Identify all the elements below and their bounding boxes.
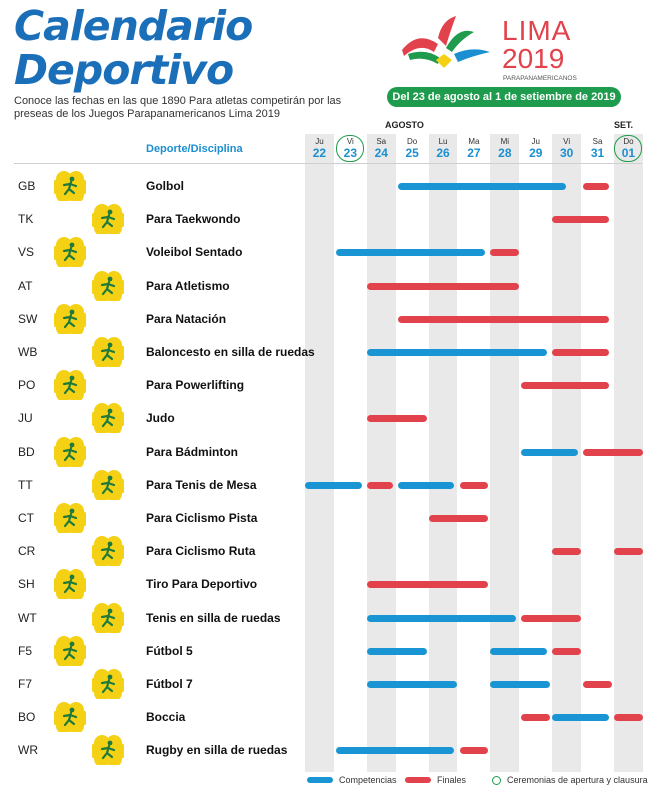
legend-competencias-label: Competencias — [339, 775, 397, 785]
legend-finales-label: Finales — [437, 775, 467, 785]
football7-icon — [92, 669, 124, 699]
header-label: Deporte/Disciplina — [146, 143, 243, 155]
month-label-setiembre: SET. — [614, 120, 634, 130]
pictogram-head — [70, 243, 75, 248]
competition-bar — [398, 482, 455, 489]
shooting-icon — [54, 569, 86, 599]
day-number: 26 — [436, 146, 450, 160]
logo-word: LIMA — [502, 15, 572, 46]
day-of-week: Sa — [592, 137, 603, 146]
column-shade — [305, 134, 334, 772]
pictogram-head — [70, 575, 75, 580]
day-column-header — [305, 137, 333, 160]
day-number: 22 — [312, 146, 327, 160]
sport-name: Tenis en silla de ruedas — [146, 610, 281, 625]
finals-bar — [490, 249, 519, 256]
legend-ceremonias — [492, 775, 648, 785]
table-tennis-icon — [92, 470, 124, 500]
day-number: 23 — [343, 146, 358, 160]
finals-bar — [521, 714, 550, 721]
finals-bar — [460, 747, 489, 754]
legend-ceremonias-ring — [492, 776, 501, 785]
sport-name: Voleibol Sentado — [146, 245, 243, 260]
pictogram-head — [70, 509, 75, 514]
competition-bar — [367, 349, 547, 356]
day-number: 29 — [529, 146, 543, 160]
competition-bar — [367, 648, 427, 655]
swimming-icon — [54, 304, 86, 334]
pictogram-head — [108, 409, 113, 414]
sport-code: BD — [18, 444, 35, 459]
legend-finales — [405, 775, 466, 785]
competition-bar — [367, 681, 458, 688]
finals-bar — [552, 648, 581, 655]
sport-name: Para Natación — [146, 311, 227, 326]
competition-bar — [336, 249, 485, 256]
boccia-icon — [54, 702, 86, 732]
day-of-week: Ma — [468, 137, 480, 146]
legend-competencias — [307, 775, 397, 785]
sport-name: Baloncesto en silla de ruedas — [146, 345, 315, 359]
finals-bar — [521, 382, 609, 389]
day-column-header — [491, 137, 519, 160]
sport-code: AT — [18, 278, 33, 293]
title-line-1: Calendario — [14, 2, 253, 50]
subtitle: Conoce las fechas en las que 1890 Para atletas competirán por las preseas de los Juegos Parapanamericanos Lima 2019 — [14, 95, 342, 120]
sport-code: CR — [18, 544, 36, 559]
day-of-week: Do — [407, 137, 418, 146]
powerlifting-icon — [54, 370, 86, 400]
pictogram-head — [108, 343, 113, 348]
day-of-week: Lu — [438, 137, 448, 146]
competition-bar — [398, 183, 566, 190]
finals-bar — [429, 515, 489, 522]
finals-bar — [552, 548, 581, 555]
finals-bar — [367, 482, 393, 489]
pictogram-head — [108, 475, 113, 480]
track-cycling-icon — [54, 503, 86, 533]
sport-name: Judo — [146, 411, 175, 426]
sport-name: Golbol — [146, 179, 184, 193]
goalball-icon — [54, 171, 86, 201]
sitting-volleyball-icon — [54, 237, 86, 267]
judo-icon — [92, 403, 124, 433]
day-of-week: Vi — [346, 137, 354, 146]
sport-code: TT — [18, 477, 33, 492]
sport-name: Fútbol 5 — [146, 643, 193, 658]
finals-bar — [614, 714, 643, 721]
sport-name: Para Atletismo — [146, 278, 230, 293]
sport-code: WT — [18, 610, 37, 625]
sport-code: SH — [18, 577, 35, 592]
date-range-pill: Del 23 de agosto al 1 de setiembre de 2019 — [387, 87, 621, 107]
sport-code: TK — [18, 212, 34, 227]
finals-bar — [367, 283, 520, 290]
wheelchair-basketball-icon — [92, 337, 124, 367]
sport-name: Tiro Para Deportivo — [146, 577, 258, 592]
pictogram-head — [70, 177, 75, 182]
pictogram-head — [108, 210, 113, 215]
sport-code: SW — [18, 311, 38, 326]
finals-bar — [552, 349, 609, 356]
athletics-icon — [92, 271, 124, 301]
finals-bar — [583, 449, 643, 456]
day-of-week: Sa — [376, 137, 387, 146]
legend-competencias-swatch — [307, 777, 333, 783]
sport-code: F5 — [18, 643, 33, 658]
day-number: 27 — [467, 146, 481, 160]
competition-bar — [552, 714, 609, 721]
day-of-week: Ju — [531, 137, 540, 146]
day-of-week: Vi — [563, 137, 571, 146]
sport-code: CT — [18, 511, 34, 525]
finals-bar — [398, 316, 609, 323]
finals-bar — [552, 216, 609, 223]
day-number: 31 — [590, 146, 605, 160]
pictogram-head — [70, 708, 75, 713]
sport-code: PO — [18, 378, 36, 393]
day-column-header — [553, 137, 581, 160]
finals-bar — [614, 548, 643, 555]
pictogram-head — [70, 641, 75, 646]
pictogram-head — [70, 442, 75, 447]
competition-bar — [367, 615, 516, 622]
pictogram-head — [108, 542, 113, 547]
pictogram-head — [108, 675, 113, 680]
sport-code: GB — [18, 179, 36, 193]
wheelchair-tennis-icon — [92, 603, 124, 633]
sport-name: Para Ciclismo Ruta — [146, 544, 256, 559]
sport-code: WR — [18, 743, 38, 758]
road-cycling-icon — [92, 536, 124, 566]
competition-bar — [305, 482, 362, 489]
competition-bar — [490, 681, 550, 688]
pictogram-head — [108, 608, 113, 613]
day-column-header — [398, 137, 426, 160]
column-shade — [367, 134, 396, 772]
pictogram-head — [108, 276, 113, 281]
day-column-header — [614, 135, 642, 162]
column-shade — [490, 134, 519, 772]
sport-name: Fútbol 7 — [146, 677, 193, 691]
logo-year: 2019 — [502, 43, 565, 74]
legend — [0, 775, 654, 789]
finals-bar — [521, 615, 581, 622]
sport-code: JU — [18, 411, 33, 426]
day-column-header — [584, 137, 612, 160]
sport-name: Rugby en silla de ruedas — [146, 743, 288, 758]
logo-caption: PARAPANAMERICANOS — [503, 75, 577, 82]
sport-name: Para Powerlifting — [146, 378, 245, 393]
sport-code: VS — [18, 245, 35, 260]
day-number: 24 — [374, 146, 388, 160]
sport-code: F7 — [18, 677, 33, 691]
title-line-2: Deportivo — [14, 46, 234, 94]
badminton-icon — [54, 437, 86, 467]
sport-code: BO — [18, 710, 36, 725]
day-column-header — [429, 137, 457, 160]
day-column-header — [336, 135, 364, 162]
finals-bar — [583, 183, 609, 190]
day-of-week: Do — [623, 137, 634, 146]
sport-name: Para Ciclismo Pista — [146, 511, 258, 525]
column-shade — [429, 134, 458, 772]
legend-ceremonias-label: Ceremonias de apertura y clausura — [507, 775, 648, 785]
wheelchair-rugby-icon — [92, 735, 124, 765]
sport-name: Boccia — [146, 710, 186, 725]
competition-bar — [336, 747, 455, 754]
pictogram-head — [108, 741, 113, 746]
sport-name: Para Taekwondo — [146, 212, 241, 227]
lima-2019-logo — [398, 8, 628, 86]
finals-bar — [367, 415, 427, 422]
header-divider — [14, 163, 642, 164]
day-of-week: Mi — [500, 137, 510, 146]
competition-bar — [490, 648, 547, 655]
month-label-agosto: AGOSTO — [385, 120, 424, 130]
day-number: 30 — [559, 146, 574, 160]
finals-bar — [583, 681, 612, 688]
sport-code: WB — [18, 345, 38, 359]
taekwondo-icon — [92, 204, 124, 234]
finals-bar — [460, 482, 489, 489]
logo-emblem — [402, 16, 490, 68]
day-column-header — [460, 137, 488, 160]
sport-name: Para Tenis de Mesa — [146, 477, 257, 492]
day-number: 01 — [621, 146, 636, 160]
pictogram-head — [70, 376, 75, 381]
pictogram-head — [70, 309, 75, 314]
day-number: 28 — [498, 146, 512, 160]
finals-bar — [367, 581, 489, 588]
day-number: 25 — [405, 146, 419, 160]
competition-bar — [521, 449, 578, 456]
day-column-header — [522, 137, 550, 160]
day-column-header — [367, 137, 395, 160]
legend-finales-swatch — [405, 777, 431, 783]
day-of-week: Ju — [315, 137, 324, 146]
sport-name: Para Bádminton — [146, 444, 239, 459]
football5-icon — [54, 636, 86, 666]
